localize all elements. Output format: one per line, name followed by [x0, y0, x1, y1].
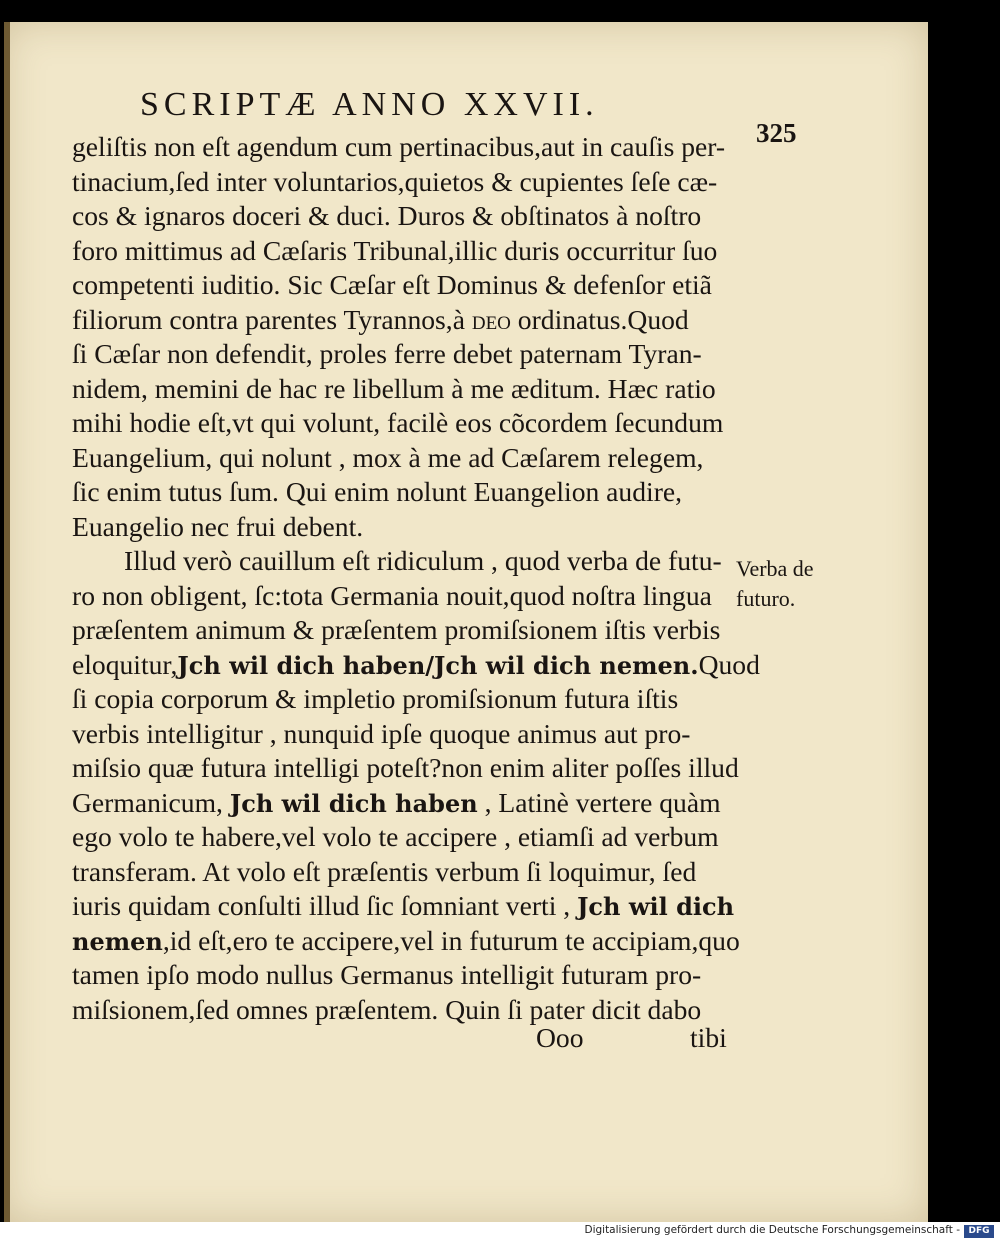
text-line: ſic enim tutus ſum. Qui enim nolunt Euangelion audire, [72, 476, 683, 507]
text-line: Euangelio nec frui debent. [72, 510, 364, 542]
catchword: tibi [690, 1022, 727, 1053]
dfg-logo-icon[interactable]: DFG [964, 1225, 994, 1238]
text-line: miſsio quæ futura intelligi poteſt?non enim aliter poſſes illud [72, 752, 739, 783]
text-line [72, 924, 742, 959]
text-line [72, 889, 742, 924]
text-line: transferam. At volo eſt præſentis verbum ſi loquimur, ſed [72, 855, 697, 887]
text-segment: , Latinè vertere quàm [477, 786, 721, 818]
text-segment: Quod [698, 648, 760, 680]
text-segment: eloquitur, [72, 648, 178, 680]
running-head: SCRIPTÆ ANNO XXVII. [140, 86, 599, 123]
text-line: competenti iuditio. Sic Cæſar eſt Dominus & defenſor etiã [72, 269, 712, 300]
marginal-note-line-1: Verba de [736, 556, 814, 581]
text-line: præſentem animum & præſentem promiſsionem iſtis verbis [72, 614, 721, 645]
text-line: tinacium,ſed inter voluntarios,quietos & cupientes ſeſe cæ- [72, 165, 718, 197]
text-line: Illud verò cauillum eſt ridiculum , quod verba de futu- [124, 545, 722, 576]
text-line [72, 303, 742, 338]
signature-mark: Ooo [536, 1022, 584, 1053]
text-line: ſi copia corporum & impletio promiſsionum futura iſtis [72, 683, 679, 714]
text-segment: iuris quidam conſulti illud ſic ſomniant verti , [72, 890, 578, 921]
digitization-credit: Digitalisierung gefördert durch die Deutsche Forschungsgemeinschaft - [584, 1224, 960, 1236]
smallcaps-word: deo [471, 303, 511, 335]
body-text [72, 130, 760, 1027]
text-line: cos & ignaros doceri & duci. Duros & obſtinatos à noſtro [72, 200, 702, 231]
text-line [72, 786, 742, 821]
footer-bar [0, 1222, 1000, 1241]
text-line: ego volo te habere,vel volo te accipere , etiamſi ad verbum [72, 821, 719, 852]
page-number: 325 [756, 118, 797, 148]
text-line: foro mittimus ad Cæſaris Tribunal,illic duris occurritur ſuo [72, 234, 718, 266]
blackletter-phrase: Jch wil dich haben [229, 788, 478, 818]
blackletter-phrase: nemen [72, 926, 163, 956]
text-line: ſi Cæſar non defendit, proles ferre debet paternam Tyran- [72, 338, 702, 369]
marginal-note-line-2: futuro. [736, 586, 796, 611]
text-line: ro non obligent, ſc:tota Germania nouit,quod noſtra lingua [72, 579, 712, 611]
marginal-note [736, 554, 814, 614]
blackletter-phrase: Jch wil dich haben/Jch wil dich nemen. [177, 650, 699, 680]
text-line: verbis intelligitur , nunquid ipſe quoque animus aut pro- [72, 717, 691, 749]
blackletter-phrase: Jch wil dich [577, 892, 735, 921]
text-segment: ,id eſt,ero te accipere,vel in futurum te accipiam,quo [162, 924, 740, 956]
text-line: nidem, memini de hac re libellum à me æditum. Hæc ratio [72, 372, 716, 404]
catchword-line [536, 1022, 736, 1054]
text-segment: ordinatus.Quod [510, 303, 689, 335]
text-line: mihi hodie eſt,vt qui volunt, facilè eos cõcordem ſecundum [72, 407, 724, 438]
page-edge-shadow [4, 22, 10, 1222]
text-segment: Germanicum, [72, 786, 230, 818]
text-line: Euangelium, qui nolunt , mox à me ad Cæſarem relegem, [72, 441, 704, 473]
text-line: miſsionem,ſed omnes præſentem. Quin ſi pater dicit dabo [72, 993, 702, 1025]
text-segment: filiorum contra parentes Tyrannos,à [72, 303, 472, 335]
text-line: tamen ipſo modo nullus Germanus intelligit futuram pro- [72, 959, 702, 990]
text-line: geliſtis non eſt agendum cum pertinacibus,aut in cauſis per- [72, 131, 726, 162]
text-line [72, 648, 760, 683]
